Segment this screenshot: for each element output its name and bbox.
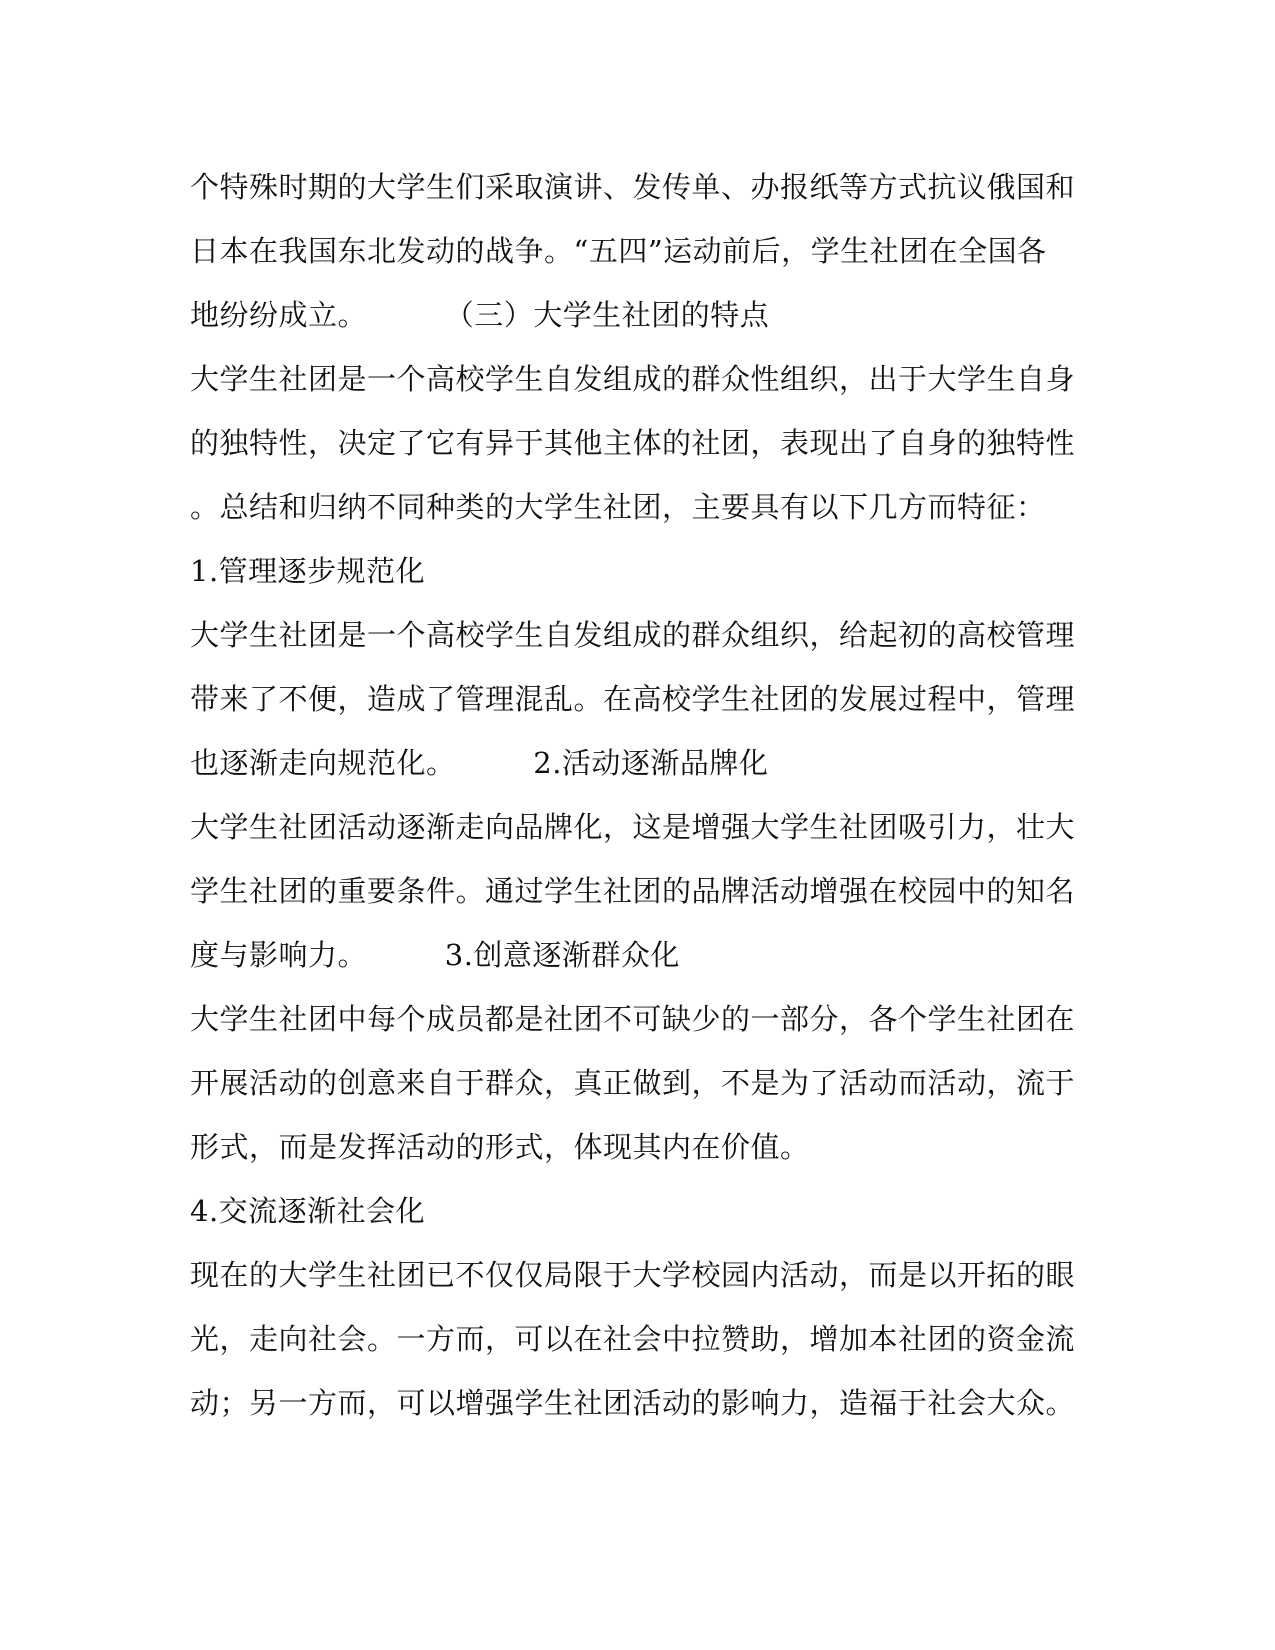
text-line: 地纷纷成立。 （三）大学生社团的特点 [190, 298, 770, 332]
text-line: 形式，而是发挥活动的形式，体现其内在价值。 [190, 1130, 810, 1164]
text-line: 度与影响力。 3.创意逐渐群众化 [190, 938, 680, 972]
text-line: 光，走向社会。一方而，可以在社会中拉赞助，增加本社团的资金流 [190, 1322, 1076, 1356]
text-line: 大学生社团是一个高校学生自发组成的群众性组织，出于大学生自身 [190, 362, 1076, 396]
text-line: 个特殊时期的大学生们采取演讲、发传单、办报纸等方式抗议俄国和 [190, 170, 1076, 204]
text-line: 日本在我国东北发动的战争。“五四”运动前后，学生社团在全国各 [190, 234, 1047, 268]
text-line: 现在的大学生社团已不仅仅局限于大学校园内活动，而是以开拓的眼 [190, 1258, 1076, 1292]
body-text [190, 155, 1090, 1435]
text-line: 学生社团的重要条件。通过学生社团的品牌活动增强在校园中的知名 [190, 874, 1076, 908]
text-line: 带来了不便，造成了管理混乱。在高校学生社团的发展过程中，管理 [190, 682, 1076, 716]
heading-1: 1.管理逐步规范化 [190, 554, 426, 588]
text-line: 。总结和归纳不同种类的大学生社团，主要具有以下几方而特征： [190, 490, 1046, 524]
text-line: 大学生社团活动逐渐走向品牌化，这是增强大学生社团吸引力，壮大 [190, 810, 1076, 844]
heading-4: 4.交流逐渐社会化 [190, 1194, 426, 1228]
text-line: 开展活动的创意来自于群众，真正做到，不是为了活动而活动，流于 [190, 1066, 1076, 1100]
text-line: 也逐渐走向规范化。 2.活动逐渐品牌化 [190, 746, 769, 780]
text-line: 大学生社团是一个高校学生自发组成的群众组织，给起初的高校管理 [190, 618, 1076, 652]
text-line: 大学生社团中每个成员都是社团不可缺少的一部分，各个学生社团在 [190, 1002, 1076, 1036]
text-line: 的独特性，决定了它有异于其他主体的社团，表现出了自身的独特性 [190, 426, 1076, 460]
text-line: 动；另一方而，可以增强学生社团活动的影响力，造福于社会大众。 [190, 1386, 1076, 1420]
